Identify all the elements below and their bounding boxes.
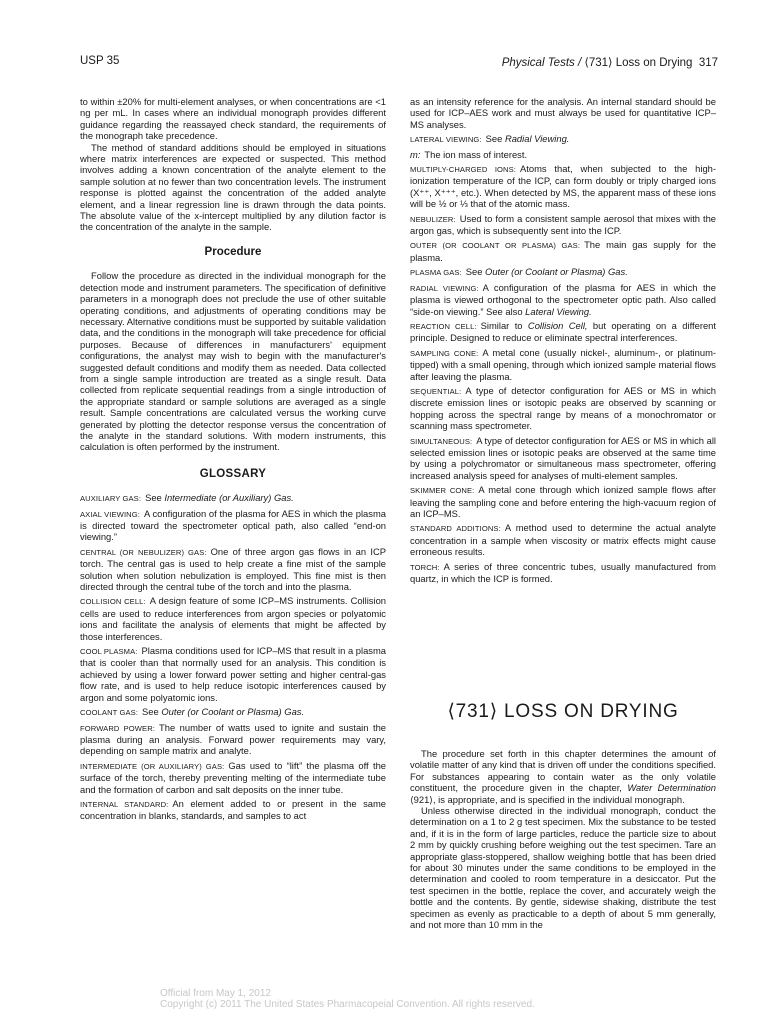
glossary-entry: SKIMMER CONE: A metal cone through which ionized sample flows after leaving the sampling cone and before entering the high-vacuum region of an ICP–MS. — [410, 484, 717, 519]
cross-reference: Outer (or Coolant or Plasma) Gas. — [161, 706, 305, 718]
glossary-term: SIMULTANEOUS: — [410, 436, 473, 446]
paragraph: Follow the procedure as directed in the individual monograph for the detection mode and instrument parameters. The specification of definitive parameters in a monograph does not preclude the use of other suitable operating conditions, and adjustments of operating conditions may be necessary. Alternative conditions must be supported by suitable validation data, and the conditions in the monograph will take precedence for official purposes. Because of differences in manufacturers' equipment configurations, the analyst may wish to begin with the manufacturer's suggested default conditions and modify them as needed. Data collected from a single sample introduction are treated as a single result. Data collected from replicate sequential readings from a single introduction of the appropriate standard or sample solutions are averaged as a single result. Sample concentrations are calculated versus the working curve generated by plotting the detector response versus the concentration of the analyte in the standard solutions. With modern instruments, this calculation is often performed by the instrument. — [80, 270, 386, 453]
glossary-term: INTERNAL STANDARD: — [80, 799, 169, 809]
cross-reference: Radial Viewing. — [504, 133, 570, 145]
glossary-entry: SIMULTANEOUS: A type of detector configuration for AES or MS in which all selected emission lines or isotopic peaks are observed at the same time by using a polychromator or simultaneous mass spectrometer, offering increased analysis speed for analyses of multi-element samples. — [410, 434, 716, 481]
glossary-entry: CENTRAL (OR NEBULIZER) GAS: One of three argon gas flows in an ICP torch. The central gas is used to help create a fine mist of the sample solution when solution nebulization is employed. This fine mist is then directed through the central tube of the torch and into the plasma. — [80, 545, 386, 593]
glossary-term: COLLISION CELL: — [80, 597, 146, 607]
glossary-term: TORCH: — [410, 562, 440, 572]
glossary-term: CENTRAL (OR NEBULIZER) GAS: — [80, 547, 207, 557]
footer-line-official: Official from May 1, 2012 — [160, 988, 271, 999]
glossary-entry: COOL PLASMA: Plasma conditions used for ICP–MS that result in a plasma that is cooler than that normally used for an analysis. This condition is achieved by using a lower forward power setting and higher central-gas flow rate, and is used to help reduce isotopic interferences caused by argon and some polyatomic ions. — [80, 645, 386, 703]
cross-reference: Outer (or Coolant or Plasma) Gas. — [485, 266, 628, 278]
glossary-entry: MULTIPLY-CHARGED IONS: Atoms that, when subjected to the high-ionization temperature of the ICP, can form doubly or triply charged ions (X⁺⁺, X⁺⁺⁺, etc.). When detected by MS, the apparent mass of these ions will be ½ or ⅓ that of the atomic mass. — [410, 163, 716, 210]
paragraph: as an intensity reference for the analysis. An internal standard should be used for ICP–AES work and must always be used for quantitative ICP–MS analyses. — [410, 96, 716, 130]
glossary-term: SAMPLING CONE: — [410, 348, 479, 358]
glossary-entry: OUTER (OR COOLANT OR PLASMA) GAS: The main gas supply for the plasma. — [410, 239, 717, 263]
glossary-term: STANDARD ADDITIONS: — [410, 524, 501, 534]
running-header — [80, 55, 718, 73]
loss-on-drying-text — [410, 748, 716, 931]
right-column — [410, 96, 716, 587]
glossary-entry: PLASMA GAS: See Outer (or Coolant or Plasma) Gas. — [410, 266, 628, 278]
glossary-term: MULTIPLY-CHARGED IONS: — [410, 165, 517, 175]
paragraph: The method of standard additions should be employed in situations where matrix interferences are expected or suspected. This method involves adding a known concentration of the analyte element to the sample solution at no fewer than two concentration levels. The instrument response is plotted against the concentration of the added analyte element, and a linear regression line is drawn through the data points. The absolute value of the x-intercept multiplied by any dilution factor is the concentration of the analyte in the sample. — [80, 141, 386, 233]
cross-reference: Intermediate (or Auxiliary) Gas. — [164, 492, 294, 504]
glossary-entry: NEBULIZER: Used to form a consistent sample aerosol that mixes with the argon gas, which is subsequently sent into the ICP. — [410, 212, 716, 237]
glossary-entry: FORWARD POWER: The number of watts used to ignite and sustain the plasma during an analysis. Forward power requirements may vary, depending on sample matrix and analyte. — [80, 721, 386, 757]
glossary-term: FORWARD POWER: — [80, 723, 156, 733]
chapter-title: ⟨731⟩ LOSS ON DRYING — [447, 701, 679, 722]
header-right — [502, 55, 718, 69]
cross-reference: Lateral Viewing. — [525, 305, 592, 317]
glossary-entry: INTERMEDIATE (OR AUXILIARY) GAS: Gas used to “lift” the plasma off the surface of the torch, thereby preventing melting of the intermediate tube and the formation of carbon and salt deposits on the inner tube. — [80, 759, 386, 795]
glossary-term: COOLANT GAS: — [80, 708, 139, 718]
footer-line-copyright: Copyright (c) 2011 The United States Pharmacopeial Convention. All rights reserved. — [160, 999, 535, 1010]
glossary-term: AUXILIARY GAS: — [80, 494, 142, 504]
paragraph: to within ±20% for multi-element analyses, or when concentrations are <1 ng per mL. In cases where an individual monograph provides different guidance regarding the reassayed check standard, the requirements of the monograph take precedence. — [80, 96, 386, 142]
glossary-entry: STANDARD ADDITIONS: A method used to determine the actual analyte concentration in a sample when viscosity or matrix effects might cause erroneous results. — [410, 522, 716, 558]
glossary-entry: COLLISION CELL: A design feature of some ICP–MS instruments. Collision cells are used to reduce interferences from argon species or polyatomic ions and facilitate the analysis of elements that might be affected by those interferences. — [80, 595, 387, 642]
left-column — [80, 96, 386, 825]
glossary-heading: GLOSSARY — [199, 467, 267, 480]
glossary-term: SKIMMER CONE: — [410, 486, 475, 496]
glossary-term: INTERMEDIATE (OR AUXILIARY) GAS: — [80, 761, 225, 771]
glossary-entry: RADIAL VIEWING: A configuration of the plasma for AES in which the plasma is viewed orthogonal to the spectrometer optic path. Also called “side-on viewing.” See also Lateral Viewing. — [410, 281, 716, 317]
glossary-entry: LATERAL VIEWING: See Radial Viewing. — [410, 133, 570, 145]
glossary-entry: AUXILIARY GAS: See Intermediate (or Auxiliary) Gas. — [80, 492, 294, 504]
glossary-entry: SAMPLING CONE: A metal cone (usually nickel-, aluminum-, or platinum-tipped) with a small opening, through which ionized sample material flows after leaving the plasma. — [410, 346, 717, 382]
glossary-entry: INTERNAL STANDARD: An element added to or present in the same concentration in blanks, standards, and samples to act — [80, 797, 387, 822]
glossary-entry: REACTION CELL: Similar to Collision Cell, but operating on a different principle. Designed to reduce or eliminate spectral interferences. — [410, 319, 716, 344]
glossary-entry: AXIAL VIEWING: A configuration of the plasma for AES in which the plasma is directed toward the spectrometer optical path, also called “end-on viewing.” — [80, 507, 386, 543]
paragraph: The procedure set forth in this chapter determines the amount of volatile matter of any kind that is driven off under the conditions specified. For substances appearing to contain water as the only volatile constituent, the procedure given in the chapter, Water Determination ⟨921⟩, is appropriate, and is specified in the individual monograph. — [410, 748, 716, 805]
glossary-term: SEQUENTIAL: — [410, 386, 462, 396]
glossary-term: COOL PLASMA: — [80, 647, 138, 657]
glossary-entry: TORCH: A series of three concentric tubes, usually manufactured from quartz, in which the ICP is formed. — [410, 560, 716, 585]
header-section: Physical Tests / — [501, 57, 585, 69]
glossary-term: NEBULIZER: — [410, 214, 456, 224]
glossary-entry: SEQUENTIAL: A type of detector configuration for AES or MS in which discrete emission lines or isotopic peaks are observed by scanning or hopping across the spectral range by means of a monochromator or scanning mass spectrometer. — [410, 384, 716, 432]
page-number: 317 — [698, 57, 718, 69]
procedure-heading: Procedure — [204, 245, 262, 258]
paragraph: Unless otherwise directed in the individual monograph, conduct the determination on a 1 to 2 g test specimen. Mix the substance to be tested and, if it is in the form of large particles, reduce the particle size to about 2 mm by quickly crushing before weighing out the test specimen. Tare an appropriate glass-stoppered, shallow weighing bottle that has been dried for about 30 minutes under the same conditions to be employed in the determination and cooled to room temperature in a desiccator. Put the test specimen in the bottle, replace the cover, and accurately weigh the bottle and the contents. By gentle, sidewise shaking, distribute the test specimen as evenly as practicable to a depth of about 5 mm generally, and not more than 10 mm in the — [410, 805, 716, 931]
glossary-term: PLASMA GAS: — [410, 268, 462, 278]
glossary-term: OUTER (OR COOLANT OR PLASMA) GAS: — [410, 241, 581, 251]
glossary-entry: m: The ion mass of interest. — [410, 148, 528, 160]
header-left: USP 35 — [80, 55, 120, 67]
glossary-term: RADIAL VIEWING: — [410, 283, 479, 293]
header-chapter: ⟨731⟩ Loss on Drying — [584, 57, 693, 69]
watermark-footer — [160, 988, 535, 1010]
cross-reference: Collision Cell, — [527, 319, 588, 331]
glossary-term: REACTION CELL: — [410, 321, 477, 331]
cross-reference: Water Determination — [627, 782, 716, 794]
glossary-term: m: — [410, 148, 421, 160]
glossary-entry: COOLANT GAS: See Outer (or Coolant or Plasma) Gas. — [80, 706, 305, 718]
glossary-term: LATERAL VIEWING: — [410, 135, 482, 145]
glossary-term: AXIAL VIEWING: — [80, 509, 140, 519]
